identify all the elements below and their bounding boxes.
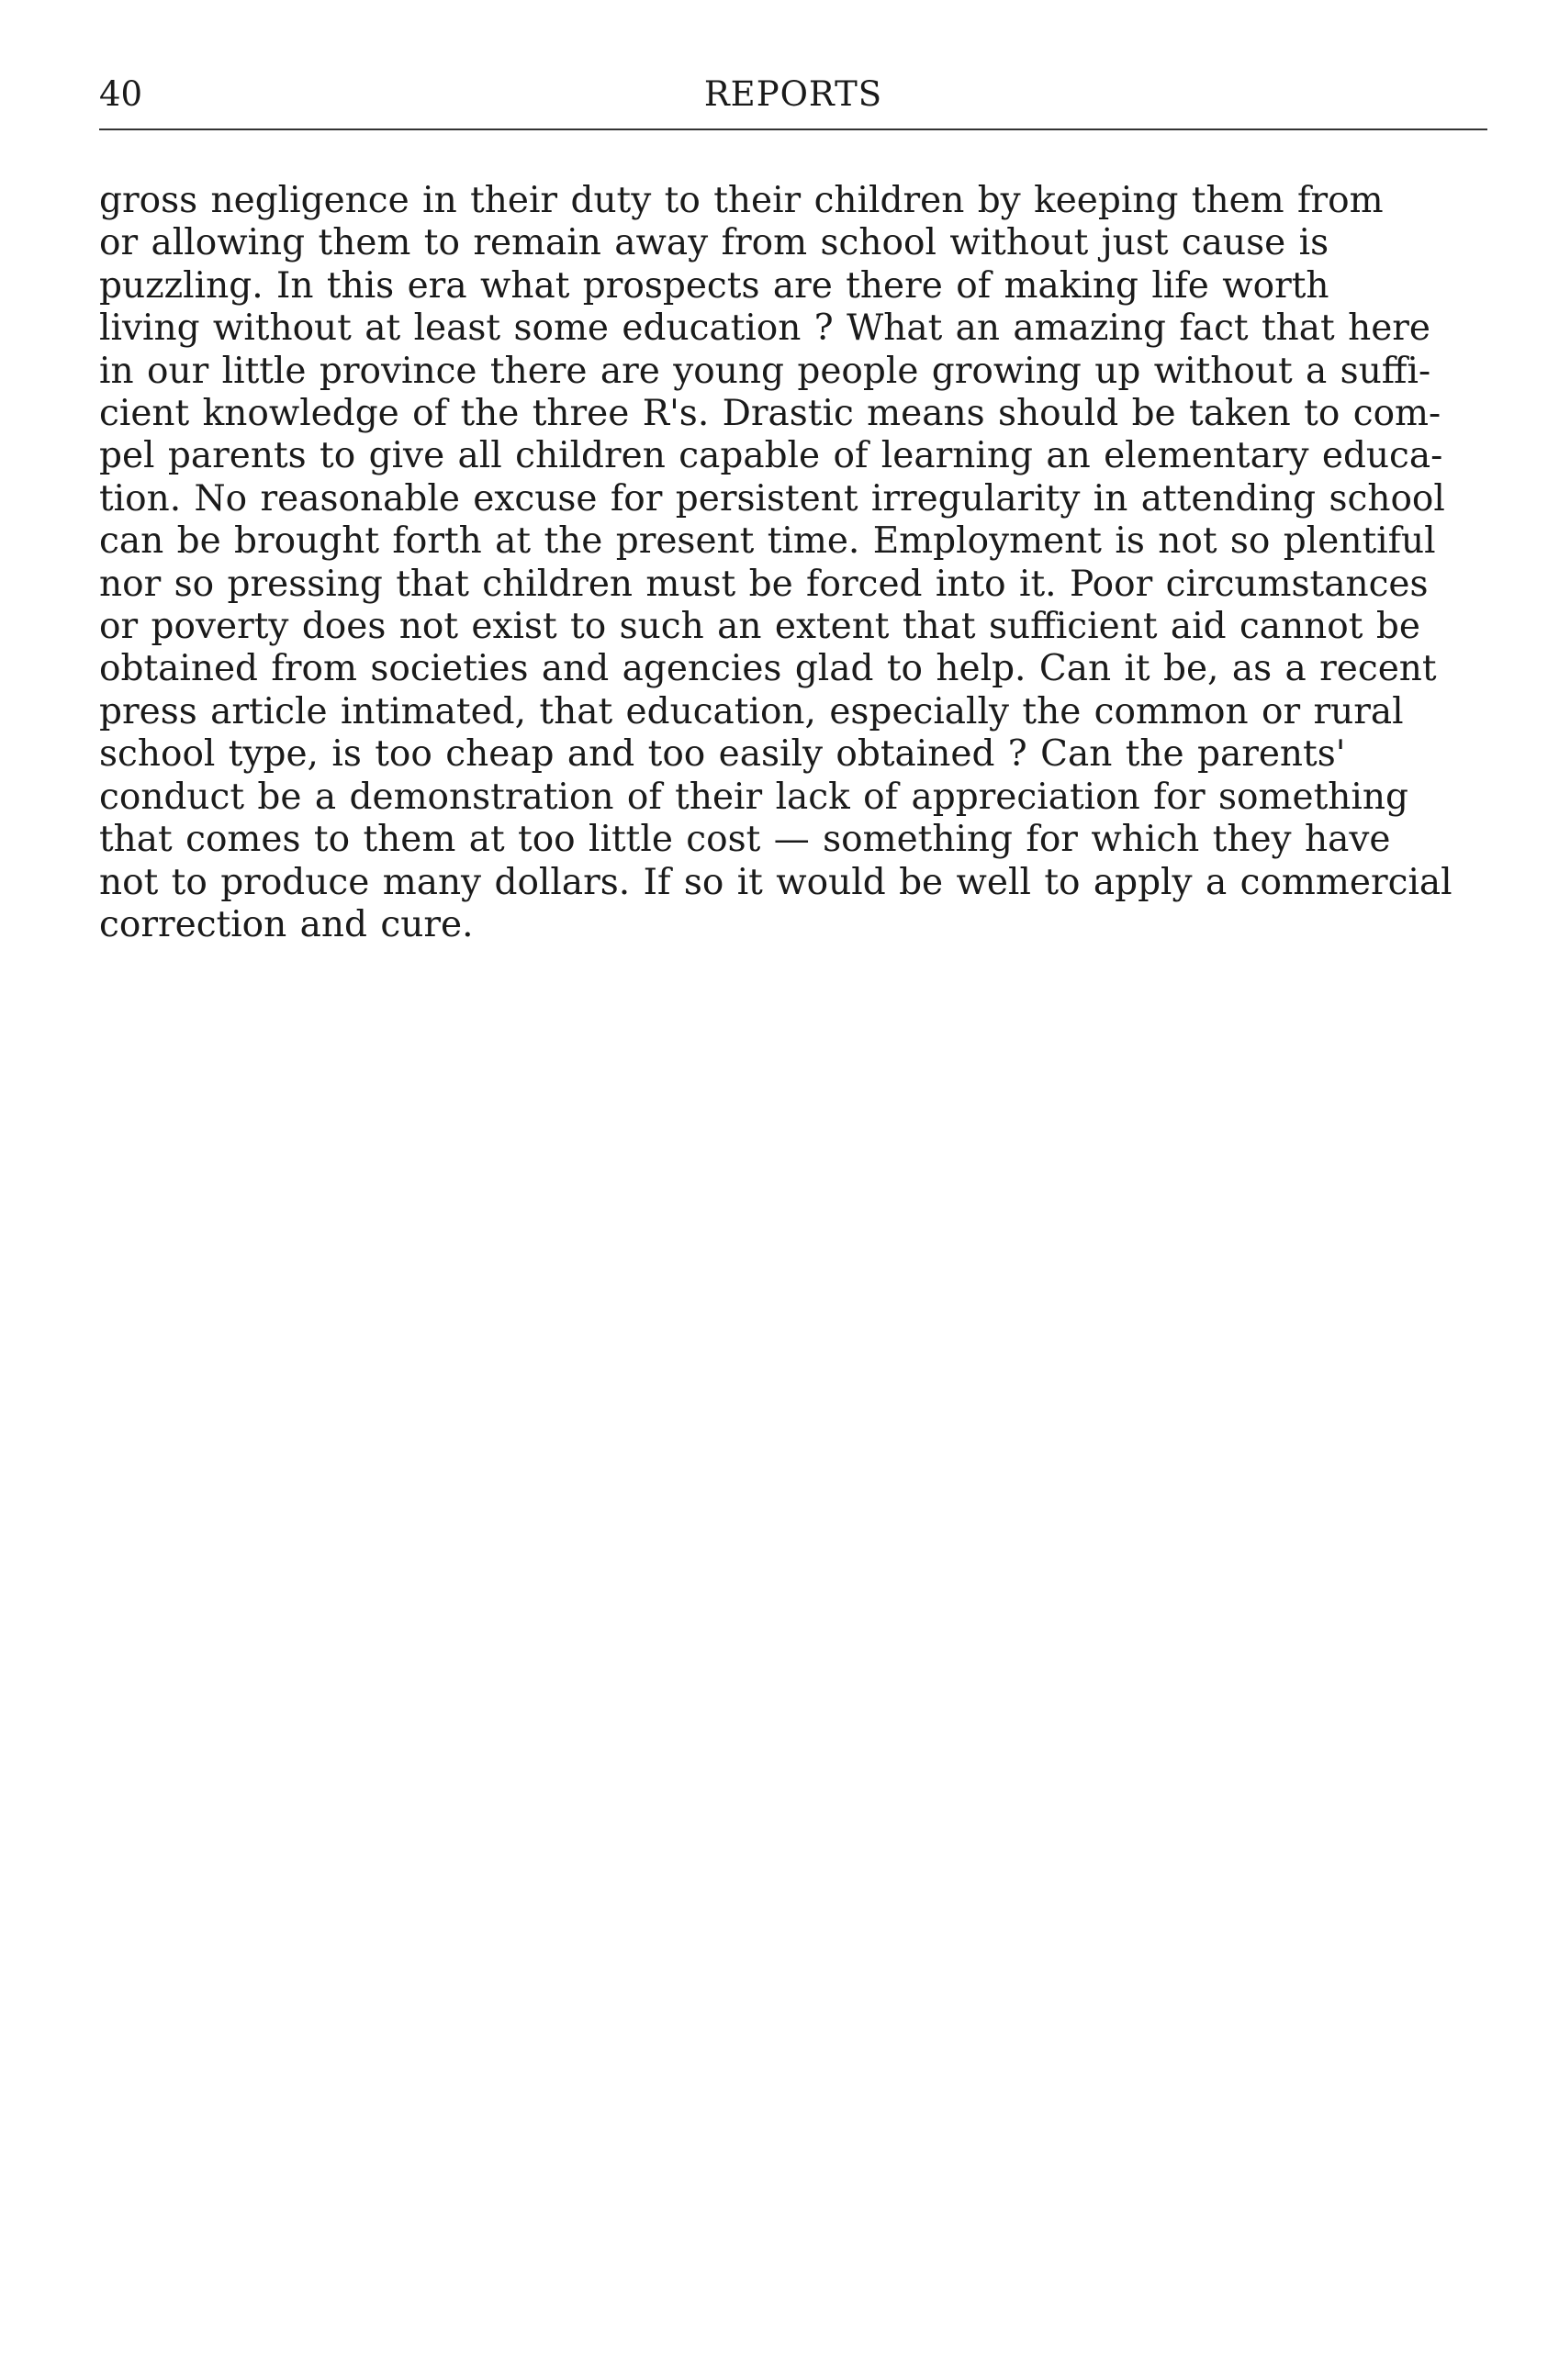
page-number: 40 bbox=[99, 74, 143, 114]
page-header bbox=[99, 72, 1487, 117]
header-rule bbox=[99, 128, 1487, 130]
running-head: REPORTS bbox=[703, 74, 883, 114]
body-paragraph: gross negligence in their duty to their children by keeping them from or allowing them to remain away from school without just cause is puzzling. In this era what prospects are there of making life worth living without at least some education ? What an amazing fact that here in our little province there are young people growing up without a suffi- cient knowledge of the three R's. Drastic means should be taken to com- pel parents to give all children capable of learning an elementary educa- tion. No reasonable excuse for persistent irregularity in attending school can be brought forth at the present time. Employment is not so plentiful nor so pressing that children must be forced into it. Poor circumstances or poverty does not exist to such an extent that sufficient aid cannot be obtained from societies and agencies glad to help. Can it be, as a recent press article intimated, that education, especially the common or rural school type, is too cheap and too easily obtained ? Can the parents' conduct be a demonstration of their lack of appreciation for something that comes to them at too little cost — something for which they have not to produce many dollars. If so it would be well to apply a commercial correction and cure. bbox=[99, 180, 1452, 945]
